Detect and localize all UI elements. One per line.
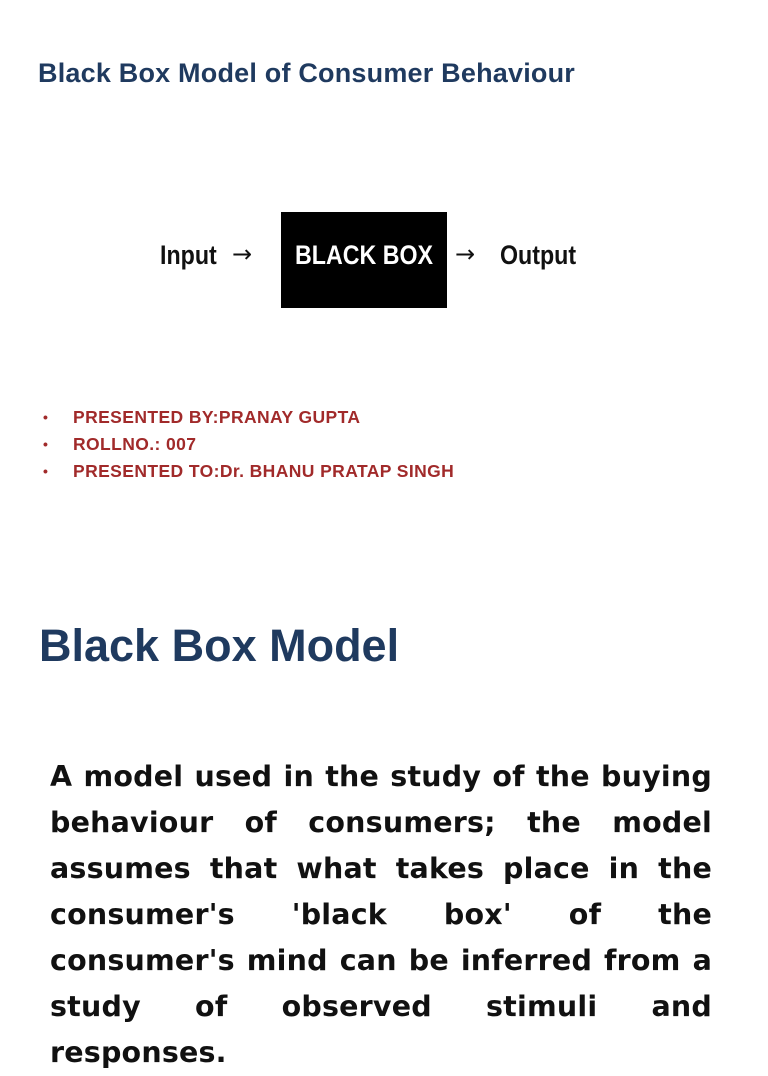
roll-number-text: ROLLNO.: 007 <box>73 434 197 454</box>
presenter-info-list <box>40 404 454 485</box>
slide-2-title: Black Box Model <box>39 620 400 671</box>
diagram-output-label: Output <box>500 240 577 270</box>
list-item <box>40 431 454 458</box>
arrow-right-icon: → <box>455 240 476 268</box>
bullet-icon: • <box>43 409 49 425</box>
list-item <box>40 458 454 485</box>
slide-1-title: Black Box Model of Consumer Behaviour <box>38 58 575 88</box>
presented-by-text: PRESENTED BY:PRANAY GUPTA <box>73 407 361 427</box>
bullet-icon: • <box>43 436 49 452</box>
presented-to-text: PRESENTED TO:Dr. BHANU PRATAP SINGH <box>73 461 455 481</box>
bullet-icon: • <box>43 463 49 479</box>
list-item <box>40 404 454 431</box>
diagram-input-label: Input <box>160 240 217 270</box>
black-box-label: BLACK BOX <box>295 240 434 270</box>
black-box-rect <box>281 212 447 308</box>
black-box-diagram <box>0 212 768 308</box>
arrow-right-icon: → <box>232 240 253 268</box>
slide-2 <box>0 590 768 1069</box>
definition-paragraph: A model used in the study of the buying behaviour of consumers; the model assumes that what takes place in the consumer's 'black box' of the consumer's mind can be inferred from a study of observed stimuli and responses. <box>50 760 712 1069</box>
